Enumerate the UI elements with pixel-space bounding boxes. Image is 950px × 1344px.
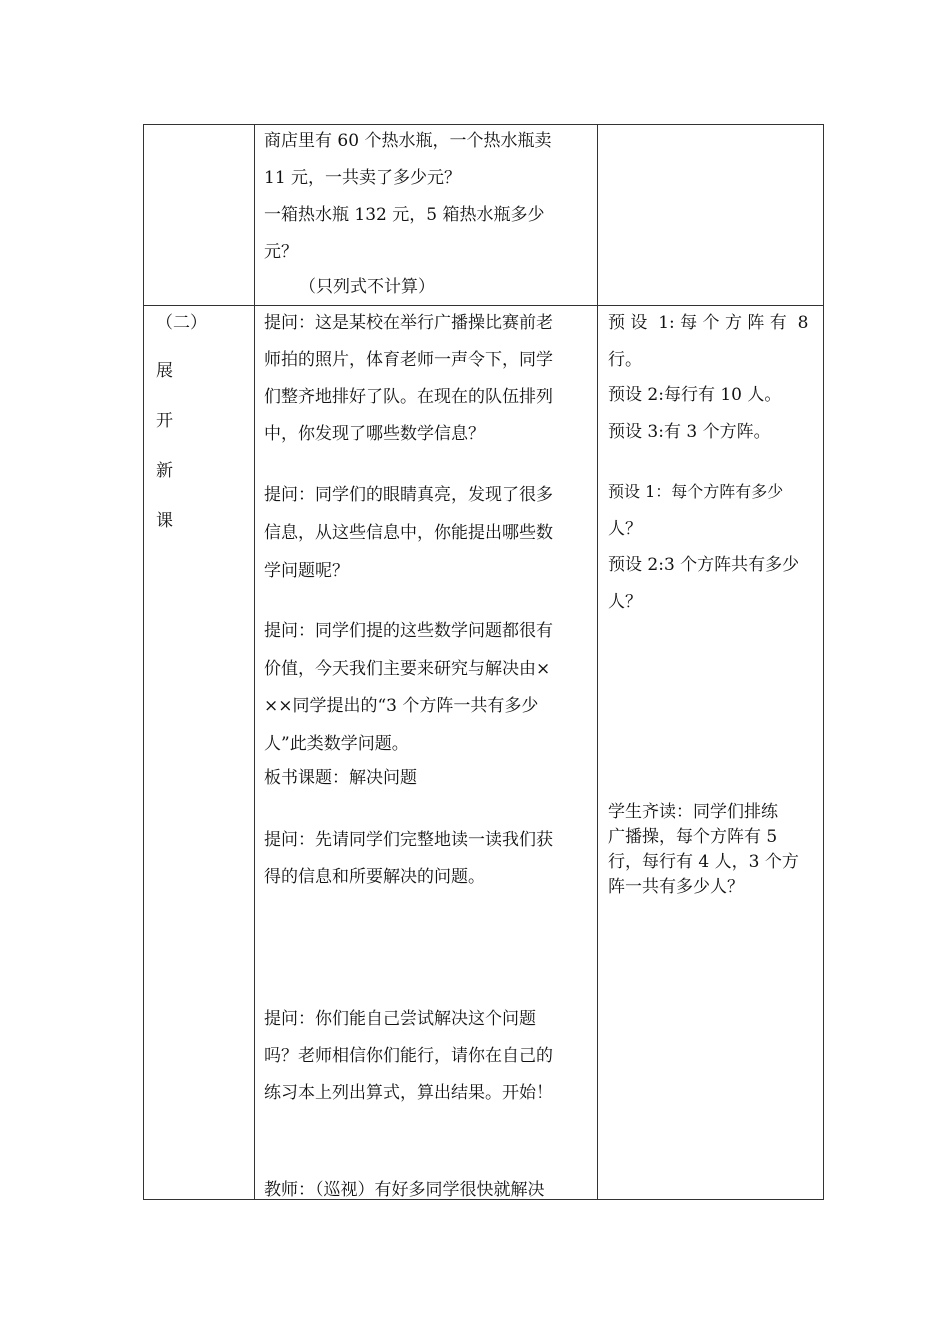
text-line: 们整齐地排好了队。在现在的队伍排列 [264, 387, 553, 407]
text-line: 广播操，每个方阵有 5 [608, 827, 778, 847]
text-line: 学问题呢？ [264, 561, 349, 581]
section-title-char: 课 [156, 511, 173, 531]
text-line: 吗？老师相信你们能行，请你在自己的 [264, 1046, 553, 1066]
text-line: 11 元，一共卖了多少元？ [264, 168, 462, 188]
text-line: 人”此类数学问题。 [264, 734, 409, 754]
text-line: 一箱热水瓶 132 元，5 箱热水瓶多少 [264, 205, 545, 225]
text-line: 信息，从这些信息中，你能提出哪些数 [264, 523, 553, 543]
text-line: 提问：同学们提的这些数学问题都很有 [264, 621, 553, 641]
section-title-char: 开 [156, 411, 173, 431]
text-line: 预设 1：每个方阵有多少 [608, 482, 784, 501]
section-title-char: 展 [156, 361, 173, 381]
text-line: 板书课题：解决问题 [264, 768, 417, 788]
text-line: 人？ [608, 592, 642, 612]
text-line: 预设 2:每行有 10 人。 [608, 385, 782, 405]
text-line: 练习本上列出算式，算出结果。开始！ [264, 1083, 553, 1103]
text-line: 行，每行有 4 人，3 个方 [608, 852, 799, 872]
text-line: 价值，今天我们主要来研究与解决由× [264, 659, 551, 679]
text-line: 阵一共有多少人？ [608, 877, 744, 897]
text-line: （只列式不计算） [299, 277, 435, 297]
section-title-char: 新 [156, 461, 173, 481]
text-line: 元？ [264, 242, 298, 262]
row-divider [144, 305, 823, 306]
text-line: 提问：同学们的眼睛真亮，发现了很多 [264, 485, 553, 505]
text-line: 中，你发现了哪些数学信息？ [264, 424, 485, 444]
text-line: 预 设 1: 每 个 方 阵 有 8 [608, 313, 809, 333]
text-line: 预设 2:3 个方阵共有多少 [608, 555, 800, 575]
text-line: 得的信息和所要解决的问题。 [264, 867, 485, 887]
section-number: （二） [156, 313, 207, 333]
text-line: 教师：（巡视）有好多同学很快就解决 [264, 1180, 545, 1200]
column-divider-2 [597, 125, 598, 1199]
column-divider-1 [254, 125, 255, 1199]
text-line: 提问：这是某校在举行广播操比赛前老 [264, 313, 553, 333]
text-line: ××同学提出的“3 个方阵一共有多少 [264, 696, 539, 716]
lesson-table [143, 124, 824, 1200]
text-line: 提问：你们能自己尝试解决这个问题 [264, 1009, 536, 1029]
text-line: 学生齐读：同学们排练 [608, 802, 778, 822]
text-line: 预设 3:有 3 个方阵。 [608, 422, 771, 442]
text-line: 商店里有 60 个热水瓶，一个热水瓶卖 [264, 131, 552, 151]
text-line: 师拍的照片，体育老师一声令下，同学 [264, 350, 553, 370]
text-line: 人？ [608, 519, 642, 539]
text-line: 行。 [608, 350, 642, 370]
text-line: 提问：先请同学们完整地读一读我们获 [264, 830, 553, 850]
